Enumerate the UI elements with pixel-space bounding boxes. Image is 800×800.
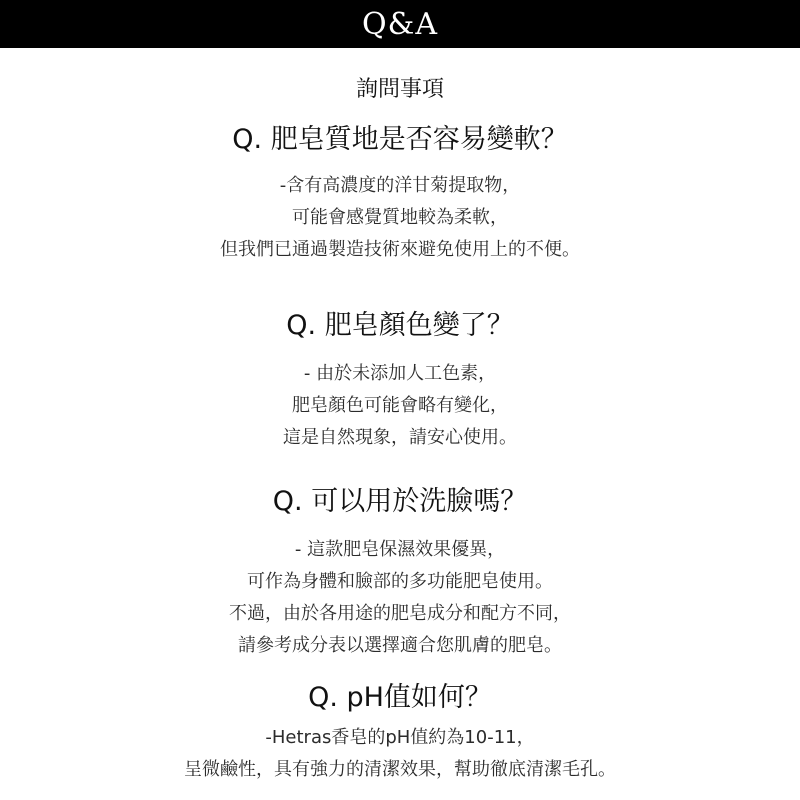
header-title: Q&A xyxy=(362,6,438,42)
qa-item xyxy=(0,306,800,454)
answer-line: 肥皂顏色可能會略有變化， xyxy=(292,395,508,416)
qa-item xyxy=(0,678,800,786)
answer-line: 不過，由於各用途的肥皂成分和配方不同， xyxy=(229,603,571,624)
question-title: Q. pH值如何？ xyxy=(308,682,492,713)
qa-item xyxy=(0,482,800,662)
header-bar xyxy=(0,0,800,48)
answer-line: - 由於未添加人工色素， xyxy=(303,363,497,384)
qa-item xyxy=(0,120,800,266)
answer-line: - 這款肥皂保濕效果優異， xyxy=(294,539,506,560)
answer-line: 這是自然現象，請安心使用。 xyxy=(283,427,517,448)
answer-line: -含有高濃度的洋甘菊提取物， xyxy=(279,175,521,196)
answer-line: 可作為身體和臉部的多功能肥皂使用。 xyxy=(247,571,553,592)
answer-block xyxy=(0,170,800,266)
answer-line: 請參考成分表以選擇適合您肌膚的肥皂。 xyxy=(238,635,562,656)
answer-block xyxy=(0,358,800,454)
answer-line: 呈微鹼性，具有強力的清潔效果，幫助徹底清潔毛孔。 xyxy=(184,759,616,780)
answer-block xyxy=(0,722,800,786)
answer-block xyxy=(0,534,800,662)
question-title: Q. 肥皂質地是否容易變軟？ xyxy=(232,124,568,155)
answer-line: 可能會感覺質地較為柔軟， xyxy=(292,207,508,228)
answer-line: -Hetras香皂的pH值約為10-11， xyxy=(265,727,535,748)
question-title: Q. 可以用於洗臉嗎？ xyxy=(272,486,528,517)
question-title: Q. 肥皂顏色變了？ xyxy=(286,310,514,341)
answer-line: 但我們已通過製造技術來避免使用上的不便。 xyxy=(220,239,580,260)
section-subtitle: 詢問事項 xyxy=(355,77,444,102)
